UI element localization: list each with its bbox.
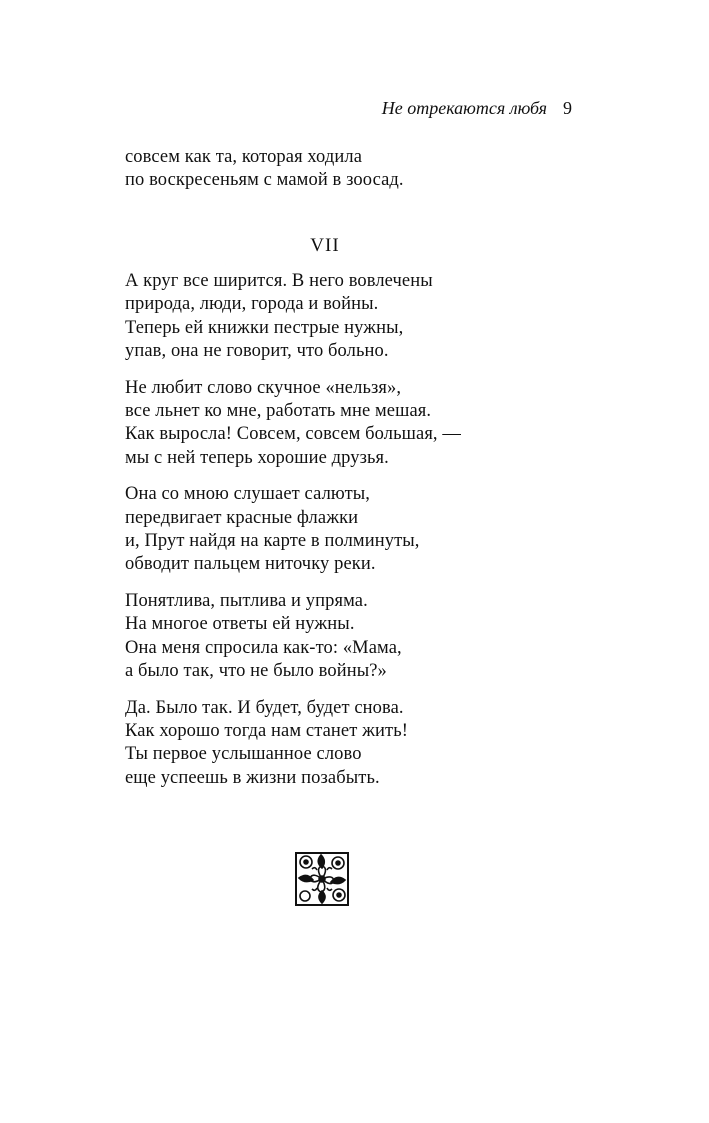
poem-line: Как хорошо тогда нам станет жить! bbox=[125, 720, 409, 741]
poem-line: Не любит слово скучное «нельзя», bbox=[125, 377, 402, 398]
stanza-continuation bbox=[125, 146, 575, 193]
poem-line: упав, она не говорит, что больно. bbox=[125, 341, 389, 362]
poem-line: Да. Было так. И будет, будет снова. bbox=[125, 697, 404, 718]
poem-line: а было так, что не было войны?» bbox=[125, 661, 387, 682]
poem-line: Ты первое услышанное слово bbox=[125, 744, 362, 765]
poem-line: Теперь ей книжки пестрые нужны, bbox=[125, 317, 404, 338]
poem-line: все льнет ко мне, работать мне мешая. bbox=[125, 401, 432, 422]
poem-line: Понятлива, пытлива и упряма. bbox=[125, 590, 368, 611]
stanza bbox=[125, 377, 575, 471]
poem-line: обводит пальцем ниточку реки. bbox=[125, 554, 376, 575]
stanza bbox=[125, 270, 575, 364]
poem-line: Она со мною слушает салюты, bbox=[125, 484, 371, 505]
poem-line: На многое ответы ей нужны. bbox=[125, 614, 355, 635]
poem-line: передвигает красные флажки bbox=[125, 507, 359, 528]
stanza bbox=[125, 590, 575, 684]
poem-line: по воскресеньям с мамой в зоосад. bbox=[125, 170, 404, 191]
poem-line: совсем как та, которая ходила bbox=[125, 147, 363, 167]
poem-line: Как выросла! Совсем, совсем большая, — bbox=[125, 424, 461, 445]
running-head bbox=[300, 96, 572, 120]
poem-line: Она меня спросила как-то: «Мама, bbox=[125, 637, 402, 658]
section-heading: VII bbox=[310, 235, 340, 256]
poem-line: А круг все ширится. В него вовлечены bbox=[125, 271, 433, 291]
running-head-title: Не отрекаются любя bbox=[381, 98, 547, 118]
page-number: 9 bbox=[563, 98, 572, 118]
poem-line: и, Прут найдя на карте в полминуты, bbox=[125, 531, 420, 552]
poem-line: еще успеешь в жизни позабыть. bbox=[125, 767, 380, 788]
poem-body bbox=[125, 270, 575, 803]
floral-vignette-icon bbox=[295, 852, 349, 906]
stanza bbox=[125, 483, 575, 577]
stanza bbox=[125, 697, 575, 791]
poem-line: природа, люди, города и войны. bbox=[125, 294, 379, 315]
poem-line: мы с ней теперь хорошие друзья. bbox=[125, 447, 389, 468]
